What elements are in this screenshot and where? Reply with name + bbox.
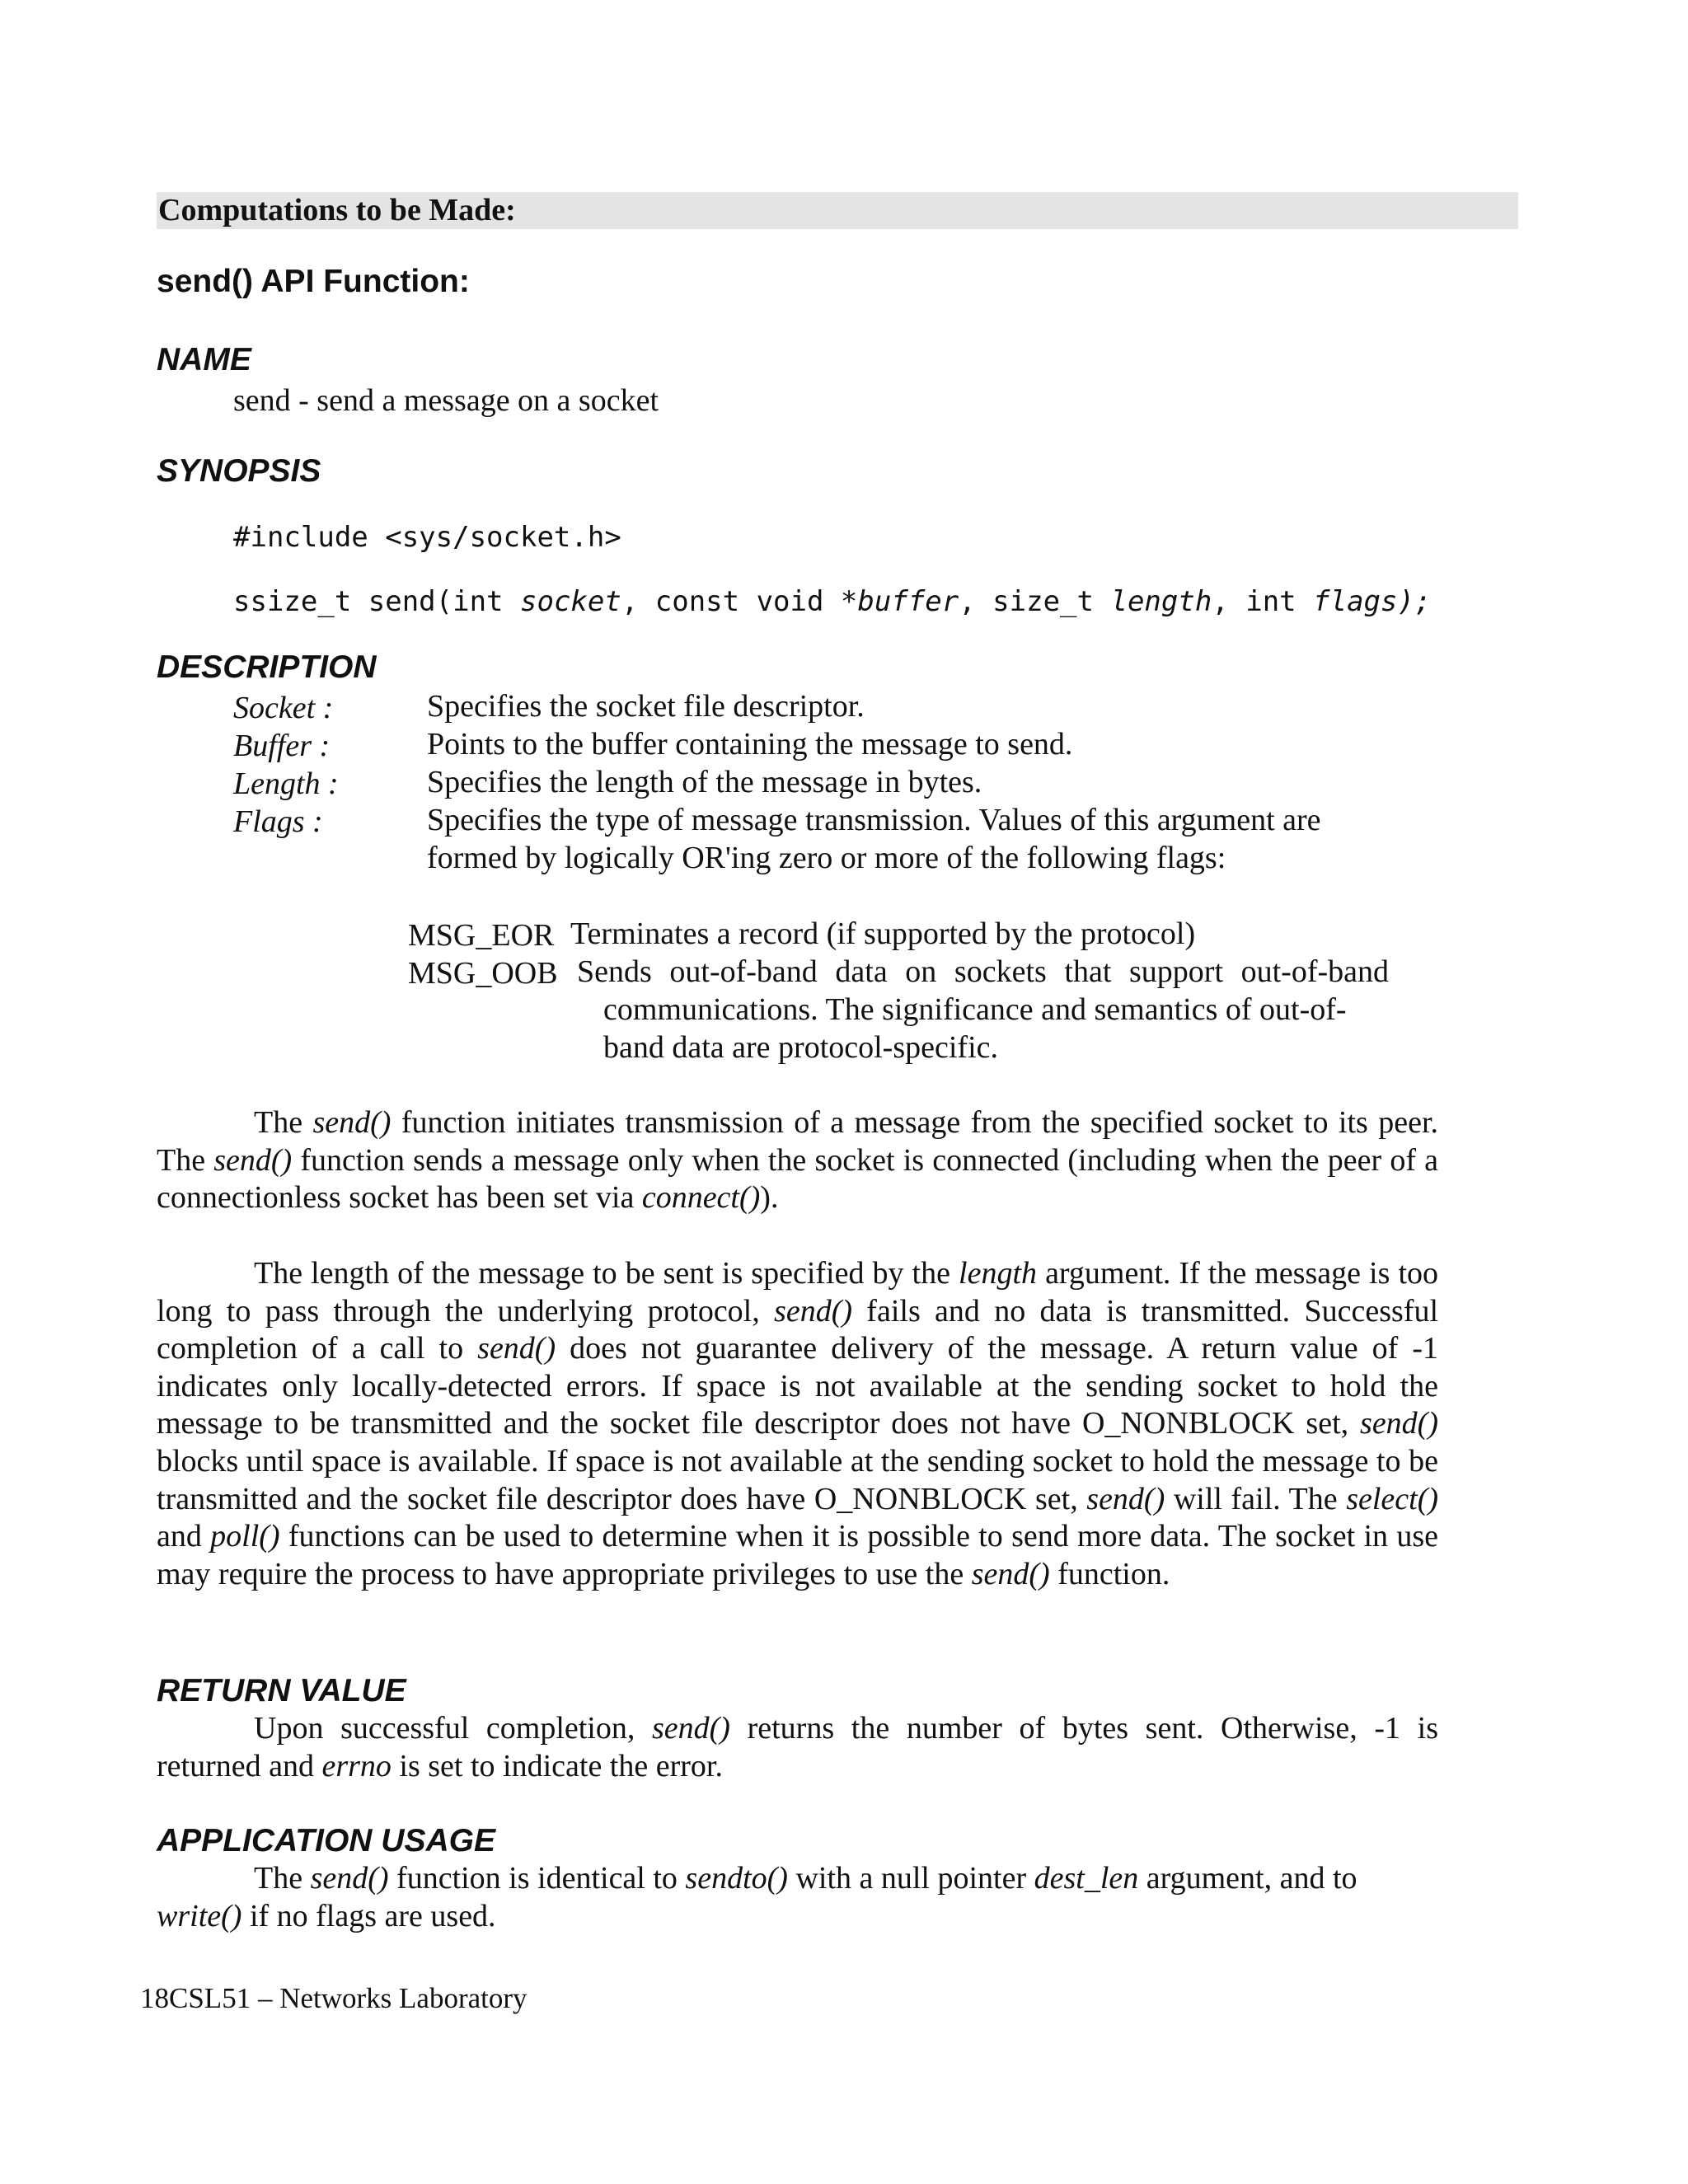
name-text: send - send a message on a socket [233, 383, 659, 418]
name-heading: NAME [157, 342, 251, 377]
section-title: send() API Function: [157, 264, 470, 299]
arg-def: Points to the buffer containing the message to send. [427, 727, 1073, 762]
synopsis-include: #include <sys/socket.h> [233, 521, 621, 554]
section-banner: Computations to be Made: [157, 192, 1518, 229]
arg-def: Specifies the length of the message in bytes. [427, 765, 982, 799]
flag-def: band data are protocol-specific. [603, 1030, 998, 1065]
flag-def: Sends out-of-band data on sockets that support out-of-band [577, 954, 1389, 989]
synopsis-heading: SYNOPSIS [157, 453, 321, 489]
page-footer: 18CSL51 – Networks Laboratory [140, 1982, 528, 2014]
arg-def: Specifies the type of message transmission. Values of this argument are [427, 803, 1321, 837]
application-usage-paragraph: The send() function is identical to sendto() with a null pointer dest_len argument, and to write() if no flags are used. [157, 1861, 1357, 1933]
synopsis-signature: ssize_t send(int socket, const void *buffer, size_t length, int flags); [233, 585, 1432, 618]
arg-term: Length : [233, 766, 339, 801]
return-value-paragraph: Upon successful completion, send() returns the number of bytes sent. Otherwise, -1 is returned and errno is set to indicate the error. [157, 1711, 1438, 1783]
description-paragraph: The length of the message to be sent is specified by the length argument. If the message is too long to pass through the underlying protocol, send() fails and no data is transmitted. Successful completion of a call to send() does not guarantee delivery of the message. A return value of -1 indicates only locally-detected errors. If space is not available at the sending socket to hold the message to be transmitted and the socket file descriptor does not have O_NONBLOCK set, send() blocks until space is available. If space is not available at the sending socket to hold the message to be transmitted and the socket file descriptor does have O_NONBLOCK set, send() will fail. The select() and poll() functions can be used to determine when it is possible to send more data. The socket in use may require the process to have appropriate privileges to use the send() function. [157, 1256, 1439, 1591]
arg-term: Flags : [233, 804, 323, 839]
arg-term: Socket : [233, 691, 334, 725]
description-heading: DESCRIPTION [157, 649, 377, 685]
flag-def: communications. The significance and semantics of out-of- [603, 992, 1347, 1027]
description-paragraph: The send() function initiates transmission of a message from the specified socket to its peer. The send() function sends a message only when the socket is connected (including when the peer of a connectionless socket has been set via connect()). [157, 1105, 1439, 1216]
flag-def: Terminates a record (if supported by the protocol) [570, 916, 1196, 951]
arg-term: Buffer : [233, 729, 331, 763]
flag-name: MSG_EOR [408, 918, 555, 953]
application-usage-heading: APPLICATION USAGE [157, 1823, 495, 1858]
arg-def-continuation: formed by logically OR'ing zero or more of the following flags: [427, 841, 1226, 875]
flag-name: MSG_OOB [408, 956, 558, 991]
return-value-heading: RETURN VALUE [157, 1673, 406, 1708]
arg-def: Specifies the socket file descriptor. [427, 689, 865, 724]
